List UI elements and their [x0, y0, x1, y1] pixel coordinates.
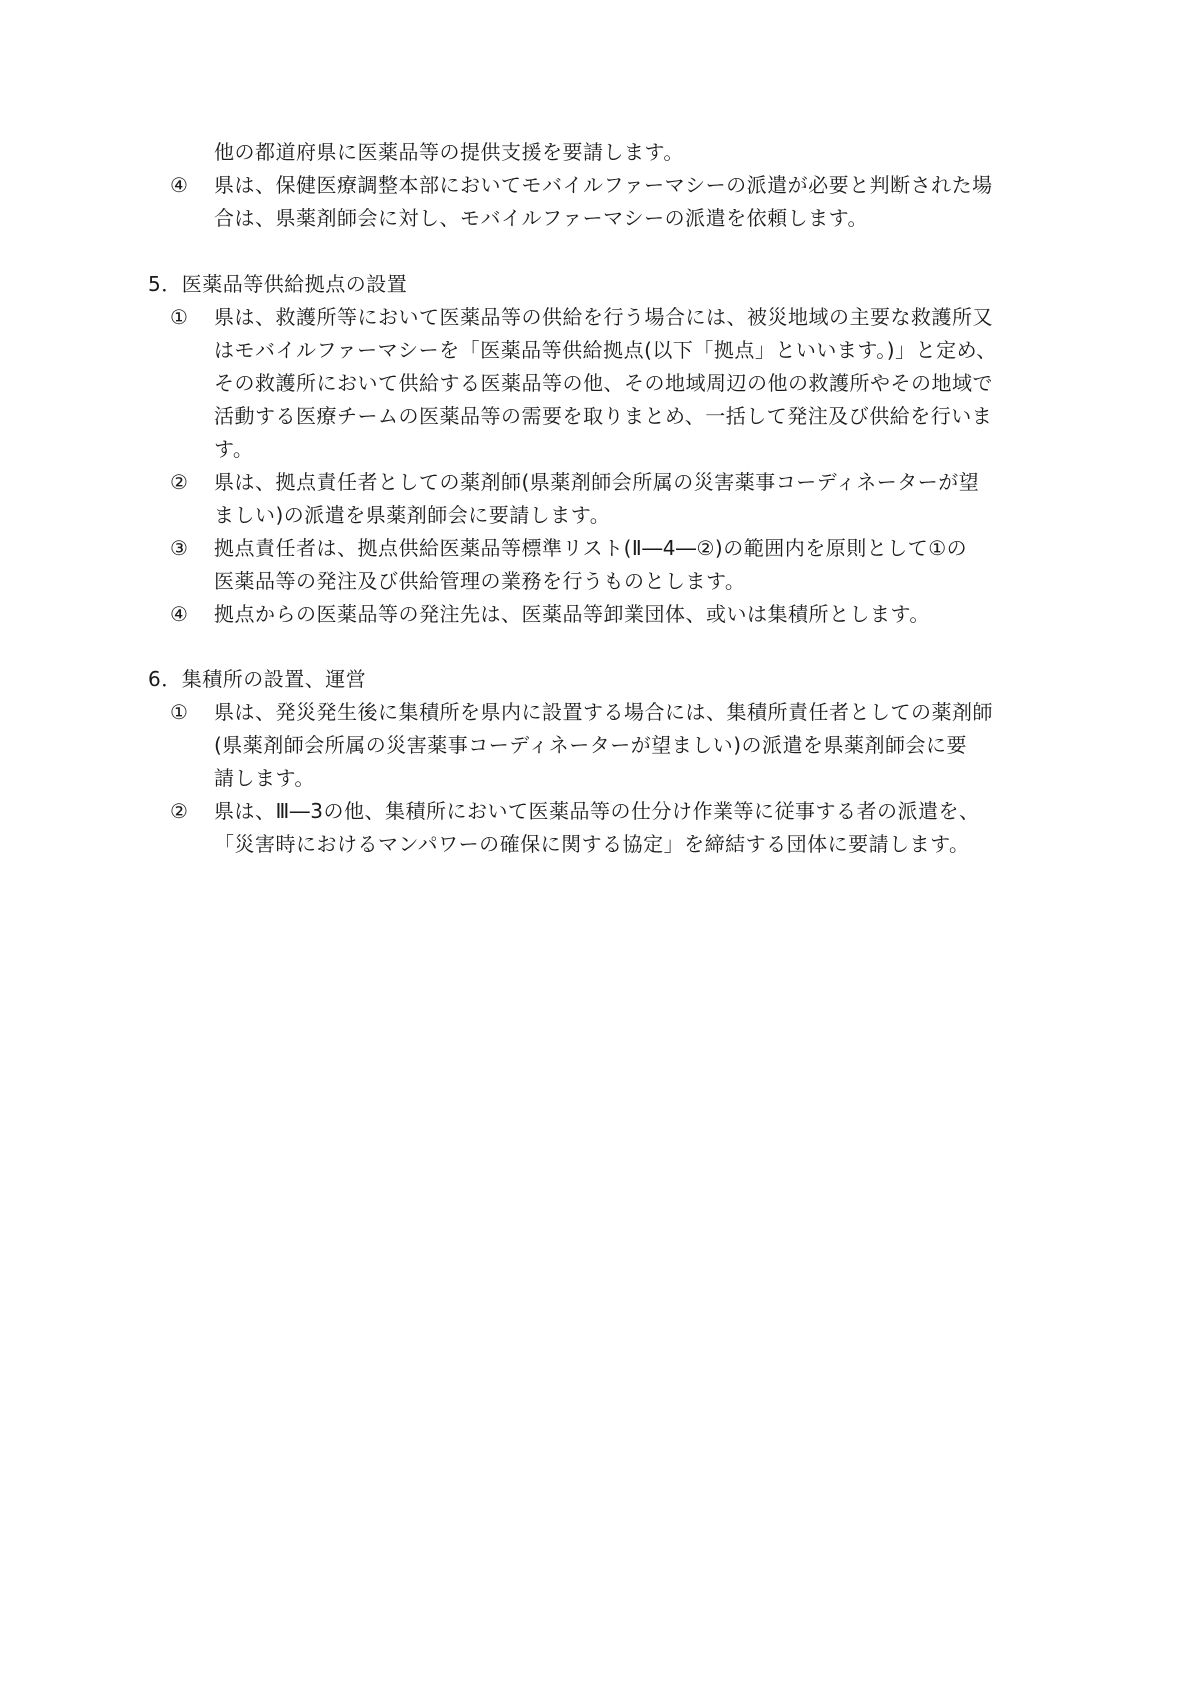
section-heading: 6．集積所の設置、運営	[148, 667, 367, 691]
item-marker: ③	[170, 536, 188, 560]
section-heading: 5．医薬品等供給拠点の設置	[148, 272, 408, 296]
item-text-line: 「災害時におけるマンパワーの確保に関する協定」を締結する団体に要請します。	[214, 832, 970, 856]
item-marker: ①	[170, 700, 188, 724]
item-text-line: 合は、県薬剤師会に対し、モバイルファーマシーの派遣を依頼します。	[214, 206, 868, 230]
item-text-line: 県は、救護所等において医薬品等の供給を行う場合には、被災地域の主要な救護所又	[214, 305, 993, 329]
item-text-line: 県は、拠点責任者としての薬剤師(県薬剤師会所属の災害薬事コーディネーターが望	[214, 470, 980, 494]
item-marker: ④	[170, 602, 188, 626]
item-text-line: 県は、保健医療調整本部においてモバイルファーマシーの派遣が必要と判断された場	[214, 173, 993, 197]
item-text-line: はモバイルファーマシーを「医薬品等供給拠点(以下「拠点」といいます。)」と定め、	[214, 338, 997, 362]
item-text-line: その救護所において供給する医薬品等の他、その地域周辺の他の救護所やその地域で	[214, 371, 993, 395]
item-text-line: 拠点責任者は、拠点供給医薬品等標準リスト(Ⅱ―4―②)の範囲内を原則として①の	[214, 536, 968, 560]
item-text-line: (県薬剤師会所属の災害薬事コーディネーターが望ましい)の派遣を県薬剤師会に要	[214, 733, 968, 757]
item-marker: ①	[170, 305, 188, 329]
item-text-line: 活動する医療チームの医薬品等の需要を取りまとめ、一括して発注及び供給を行いま	[214, 404, 993, 428]
item-marker: ②	[170, 470, 188, 494]
item-text-line: 県は、発災発生後に集積所を県内に設置する場合には、集積所責任者としての薬剤師	[214, 700, 993, 724]
item-text-line: 県は、Ⅲ―3の他、集積所において医薬品等の仕分け作業等に従事する者の派遣を、	[214, 799, 980, 823]
continuation-line: 他の都道府県に医薬品等の提供支援を要請します。	[214, 140, 684, 164]
item-text-line: ましい)の派遣を県薬剤師会に要請します。	[214, 503, 611, 527]
item-text-line: 拠点からの医薬品等の発注先は、医薬品等卸業団体、或いは集積所とします。	[214, 602, 930, 626]
item-marker: ④	[170, 173, 188, 197]
item-text-line: す。	[214, 437, 254, 461]
item-marker: ②	[170, 799, 188, 823]
item-text-line: 請します。	[214, 766, 315, 790]
item-text-line: 医薬品等の発注及び供給管理の業務を行うものとします。	[214, 569, 746, 593]
